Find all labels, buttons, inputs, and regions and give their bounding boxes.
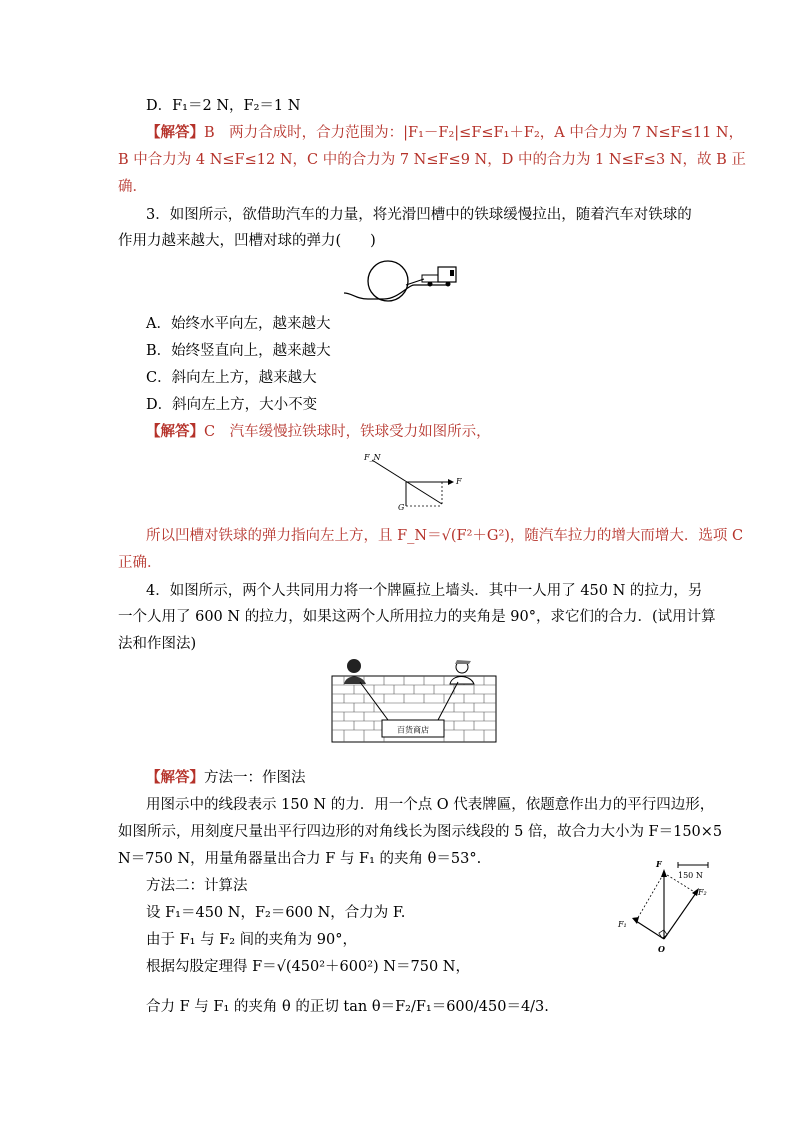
q4-m2-line-1: 设 F₁＝450 N，F₂＝600 N，合力为 F. [146,905,406,921]
label-o: O [658,944,665,954]
q3-option-d: D．斜向左上方，大小不变 [146,397,318,413]
label-fn: F_N [364,453,381,462]
q4-stem-line-2: 一个人用了 600 N 的拉力，如果这两个人所用拉力的夹角是 90°，求它们的合力．(试用计算 [118,609,716,625]
label-f: F [456,477,462,486]
answer-tag: 【解答】 [146,124,204,141]
q2-answer-line-2: B 中合力为 4 N≤F≤12 N，C 中的合力为 7 N≤F≤9 N，D 中的合力为 1 N≤F≤3 N，故 B 正 [118,152,746,168]
q3-answer-line-1 [146,422,491,442]
q4-m1-line-1: 用图示中的线段表示 150 N 的力．用一个点 O 代表牌匾，依题意作出力的平行四边形， [146,797,715,813]
label-f1: F₁ [618,920,627,929]
parallelogram-force-diagram [612,855,722,955]
q4-m1-line-2: 如图所示，用刻度尺量出平行四边形的对角线长为图示线段的 5 倍，故合力大小为 F＝150×5 [118,824,723,840]
label-scale: 150 N [678,871,703,880]
q4-stem-line-3: 法和作图法) [118,636,197,652]
car-pulling-ball-figure [338,255,500,305]
q2-option-d: D．F₁＝2 N，F₂＝1 N [146,98,301,114]
q4-method2-title: 方法二：计算法 [146,878,248,894]
answer-text: B 两力合成时，合力范围为：|F₁－F₂|≤F≤F₁＋F₂，A 中合力为 7 N≤F≤11 N， [204,125,744,141]
sign-text: 百货商店 [397,725,429,735]
q3-stem-line-2: 作用力越来越大，凹槽对球的弹力( ) [118,233,376,249]
q3-option-c: C．斜向左上方，越来越大 [146,370,317,386]
q4-answer-method1 [146,768,306,788]
q3-answer-line-3: 正确． [118,555,162,571]
q3-option-b: B．始终竖直向上，越来越大 [146,343,331,359]
ball-force-diagram [360,448,470,516]
answer-tag: 【解答】 [146,769,204,786]
label-f2: F₂ [698,888,707,897]
answer-tag: 【解答】 [146,423,204,440]
q4-m2-line-2: 由于 F₁ 与 F₂ 间的夹角为 90°， [146,932,357,948]
q3-answer-line-2: 所以凹槽对铁球的弹力指向左上方，且 F_N＝√(F²＋G²)，随汽车拉力的增大而增大．选项 C [146,528,744,544]
q2-answer-line-3: 确． [118,179,147,195]
answer-text: C 汽车缓慢拉铁球时，铁球受力如图所示， [204,424,491,440]
q2-answer-line-1 [146,123,743,143]
two-people-pulling-sign-figure [330,658,498,744]
q4-stem-line-1: 4．如图所示，两个人共同用力将一个牌匾拉上墙头．其中一人用了 450 N 的拉力，另 [146,583,703,599]
q4-m2-line-4: 合力 F 与 F₁ 的夹角 θ 的正切 tan θ＝F₂/F₁＝600/450＝4/3. [146,999,549,1015]
method1-title: 方法一：作图法 [204,770,306,786]
q4-m2-line-3: 根据勾股定理得 F＝√(450²＋600²) N＝750 N， [146,959,470,975]
q3-stem-line-1: 3．如图所示，欲借助汽车的力量，将光滑凹槽中的铁球缓慢拉出，随着汽车对铁球的 [146,207,692,223]
label-g: G [398,503,405,512]
q4-m1-line-3: N＝750 N，用量角器量出合力 F 与 F₁ 的夹角 θ＝53°. [118,851,482,867]
q3-option-a: A．始终水平向左，越来越大 [146,316,331,332]
label-resultant-f: F [656,859,662,869]
